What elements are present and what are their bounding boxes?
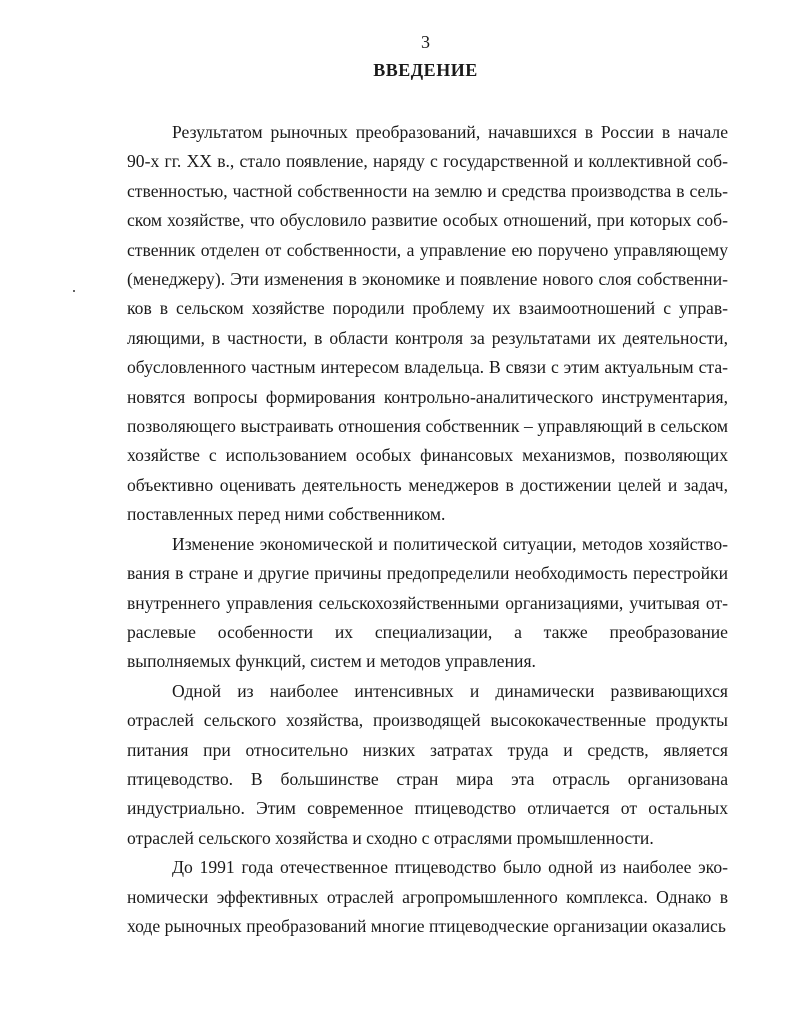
margin-dot [73, 290, 75, 292]
paragraph-3: Одной из наиболее интенсивных и динамически развивающихся отраслей сельского хозяйства, производящей высококачественные продукты питания при относительно низких затратах труда и средств, является птицеводство. В большинстве стран мира эта отрасль организована индустриально. Этим современное птицеводство отличается от остальных отраслей сельского хозяйства и сходно с отраслями промышленности. [127, 680, 728, 848]
paragraph-2: Изменение экономической и политической ситуации, методов хозяйствования в стране и другие причины предопределили необходимость перестройки внутреннего управления сельскохозяйственными организациями, учитывая отраслевые особенности их специализации, а также преобразование выполняемых функций, систем и методов управления. [127, 533, 728, 672]
page-title: ВВЕДЕНИЕ [373, 60, 478, 80]
body-text [127, 118, 728, 941]
page-number: 3 [421, 32, 430, 52]
paragraph-1: Результатом рыночных преобразований, начавшихся в России в начале 90-х гг. XX в., стало появление, наряду с государственной и коллективной собственностью, частной собственности на землю и средства производства в сельском хозяйстве, что обусловило развитие особых отношений, при которых собственник отделен от собственности, а управление ею поручено управляющему (менеджеру). Эти изменения в экономике и появление нового слоя собственников в сельском хозяйстве породили проблему их взаимоотношений с управляющими, в частности, в области контроля за результатами их деятельности, обусловленного частным интересом владельца. В связи с этим актуальным становятся вопросы формирования контрольно-аналитического инструментария, позволяющего выстраивать отношения собственник – управляющий в сельском хозяйстве с использованием особых финансовых механизмов, позволяющих объективно оценивать деятельность менеджеров в достижении целей и задач, поставленных перед ними собственником. [127, 122, 728, 525]
paragraph-4: До 1991 года отечественное птицеводство было одной из наиболее экономически эффективных отраслей агропромышленного комплекса. Однако в ходе рыночных преобразований многие птицеводческие организации оказались [127, 857, 728, 936]
